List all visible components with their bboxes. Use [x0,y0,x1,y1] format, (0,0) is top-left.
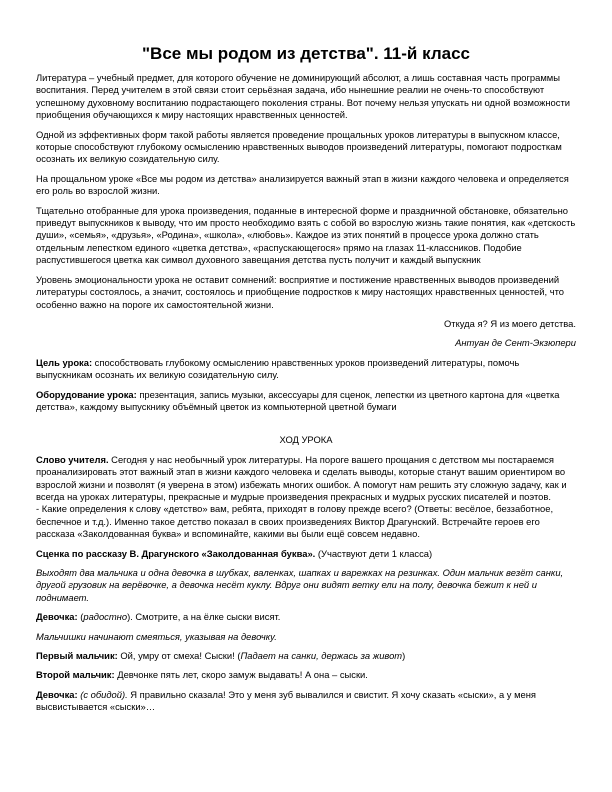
intro-paragraph: На прощальном уроке «Все мы родом из детства» анализируется важный этап в жизни каждого человека и определяется его роль во взрослой жизни. [36,172,569,197]
teacher-text: Сегодня у нас необычный урок литературы. На пороге вашего прощания с детством мы постараемся проанализировать этот важный этап в жизни каждого человека и сделать выводы, которые станут вашим ориентиром во взрослой жизни и позволят (я уверена в этом) избежать многих ошибок. А помогут нам решить эту сложную задачу, как и всегда на уроках литературы, прекрасные и мудрые произведения прекрасных и мудрых русских писателей и поэтов. [36,453,567,502]
lesson-goal [36,357,576,382]
goal-text: способствовать глубокому осмыслению нравственных уроков произведений литературы, помочь выпускникам осознать их великую созидательную силу. [36,356,520,381]
lesson-equipment [36,389,576,414]
scene-heading [36,548,576,560]
lesson-heading: ХОД УРОКА [279,434,333,446]
teacher-question: - Какие определения к слову «детство» вам, ребята, приходят в голову прежде всего? (Ответы: весёлое, беззаботное, беспечное и т.д.). Именно такое детство показал в своих произведениях Виктор Драгунский. Встречайте героев его рассказа «Заколдованная буква» и вспоминайте, какими вы были ещё совсем недавно. [36,503,554,540]
document-body [36,72,576,721]
goal-label: Цель урока: [36,356,93,368]
scene-note: (Участвуют дети 1 класса) [315,547,433,559]
epigraph-author: Антуан де Сент-Экзюпери [455,337,576,349]
dialogue-line-girl: Девочка: (с обидой). Я правильно сказала! Это у меня зуб вывалился и свистит. Я хочу сказать «сыски», а у меня высвистывается «сыски»… [36,688,536,713]
equipment-text: презентация, запись музыки, аксессуары для сценок, лепестки из цветного картона для «цветка детства», каждому выпускнику объёмный цветок из компьютерной цветной бумаги [36,388,560,412]
intro-paragraph: Уровень эмоциональности урока не оставит сомнений: восприятие и постижение нравственных выводов произведений литературы состоялось, а значит, состоялось и приобщение подростков к миру настоящих нравственных ценностей, что особенно важно на пороге их самостоятельной жизни. [36,273,565,310]
spacer [36,420,576,434]
intro-paragraph: Тщательно отобранные для урока произведения, поданные в интересной форме и праздничной обстановке, обязательно приведут выпускников к выводу, что им просто необходимо взять с собой во взрослую жизнь такие понятия, как «детскость души», «семья», «друзья», «Родина», «школа», «любовь». Каждое из этих понятий в процессе урока должно стать отдельным лепестком единого «цветка детства», «распускающегося» прямо на глазах 11-классников. Подобие распустившегося цветка как символ духовного завещания детства пусть получит и каждый выпускник [36,204,576,266]
epigraph-quote: Откуда я? Я из моего детства. [443,317,576,329]
stage-direction: Мальчишки начинают смеяться, указывая на девочку. [36,630,277,642]
dialogue-line-girl: Девочка: (радостно). Смотрите, а на ёлке сыски висят. [36,611,281,623]
page-title: "Все мы родом из детства". 11-й класс [142,44,470,63]
intro-paragraph: Одной из эффективных форм такой работы является проведение прощальных уроков литературы в выпускном классе, которые способствуют глубокому осмыслению нравственных выводов произведений литературы, помогают подросткам осознать их великую созидательную силу. [36,128,562,165]
dialogue-line-boy-2: Второй мальчик: Девчонке пять лет, скоро замуж выдавать! А она – сыски. [36,669,368,681]
scene-label: Сценка по рассказу В. Драгунского «Заколдованная буква». [36,547,316,559]
intro-paragraph: Литература – учебный предмет, для которого обучение не доминирующий абсолют, а лишь составная часть программы воспитания. Перед учителем в этой связи стоит серьёзная задача, ибо нынешние реалии не очень-то способствуют успешному духовному воспитанию подрастающего поколения страны. Вот почему нельзя упускать ни одной возможности приобщения обучающихся к миру настоящих нравственных ценностей. [36,72,570,121]
stage-direction: Выходят два мальчика и одна девочка в шубках, валенках, шапках и варежках на резинках. Один мальчик везёт санки, другой грузовик на верёвочке, а девочка несёт куклу. Вдруг они видят ветку ели на полу, девочка бежит к ней и поднимает. [36,567,564,603]
equipment-label: Оборудование урока: [36,388,137,400]
dialogue-line-boy-1: Первый мальчик: Ой, умру от смеха! Сыски! (Падает на санки, держась за живот) [36,650,406,662]
teacher-label: Слово учителя. [36,453,109,465]
teacher-speech [36,454,576,541]
